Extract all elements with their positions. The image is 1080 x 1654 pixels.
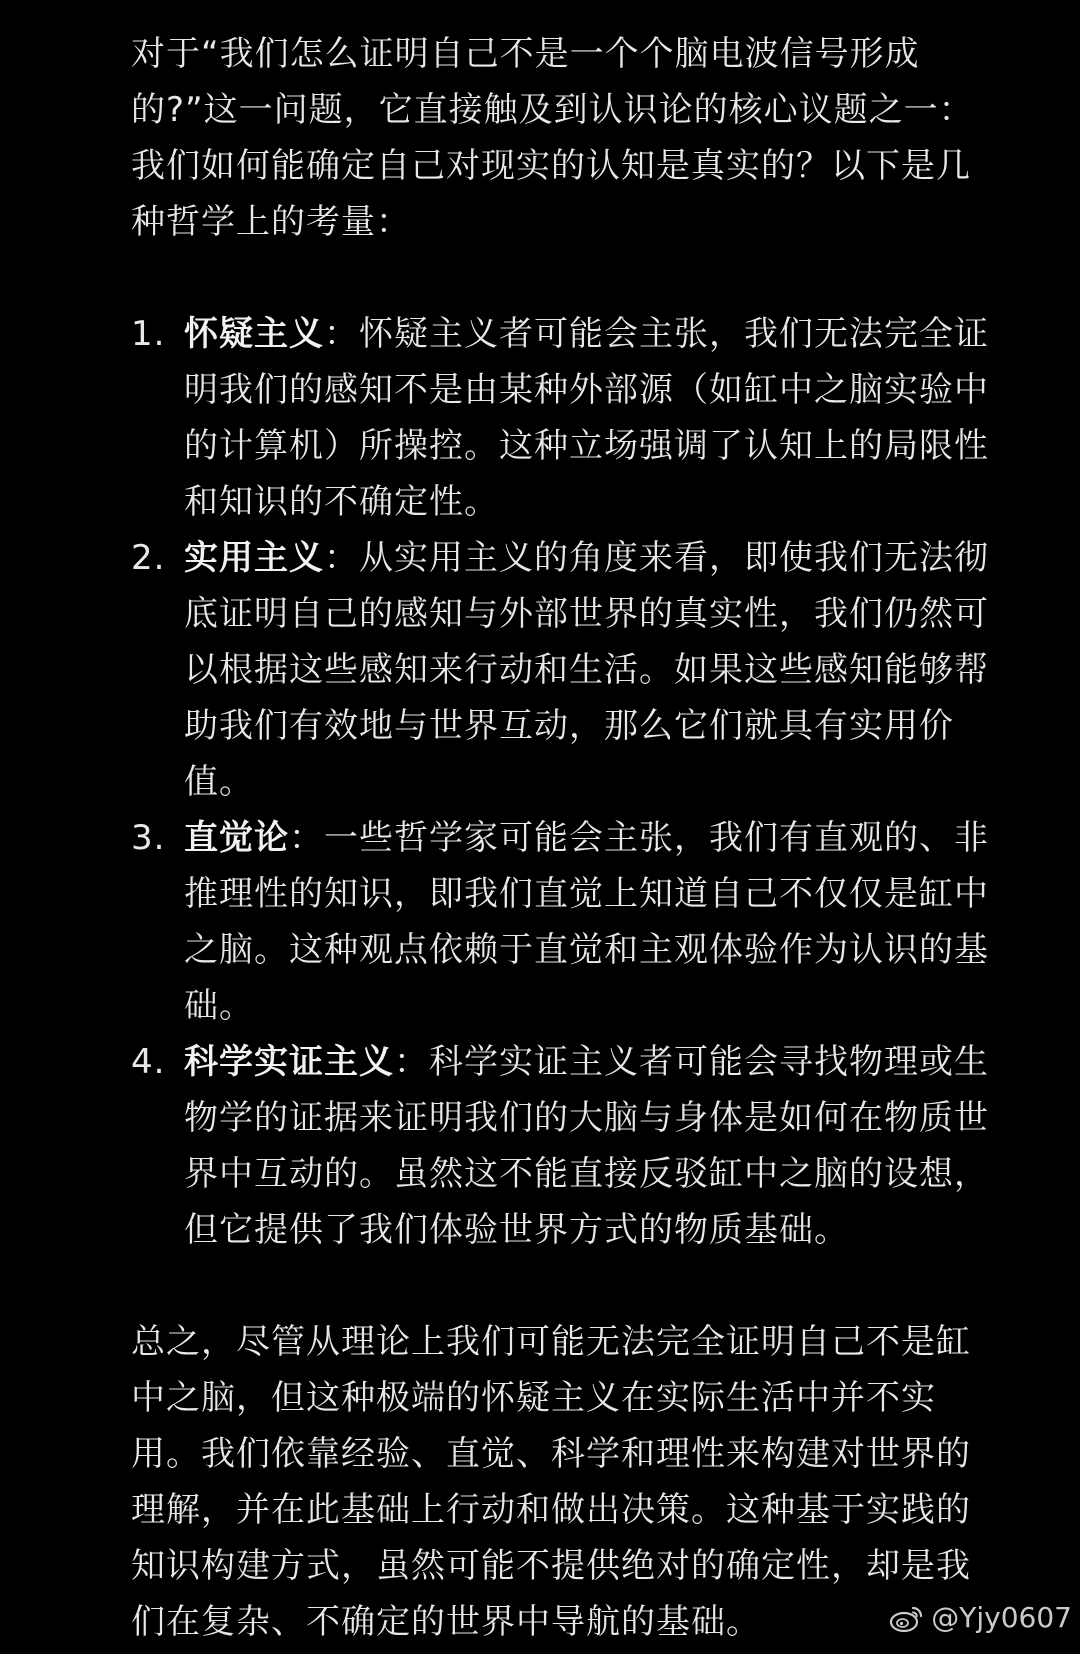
list-item — [131, 306, 1011, 530]
conclusion-paragraph: 总之，尽管从理论上我们可能无法完全证明自己不是缸中之脑，但这种极端的怀疑主义在实际生活中并不实用。我们依靠经验、直觉、科学和理性来构建对世界的理解，并在此基础上行动和做出决策。这种基于实践的知识构建方式，虽然可能不提供绝对的确定性，却是我们在复杂、不确定的世界中导航的基础。 — [131, 1322, 971, 1642]
list-item-number: 2. — [131, 538, 166, 578]
intro-paragraph: 对于“我们怎么证明自己不是一个个脑电波信号形成的?”这一问题，它直接触及到认识论的核心议题之一：我们如何能确定自己对现实的认知是真实的？以下是几种哲学上的考量： — [131, 34, 974, 242]
list-item-number: 1. — [131, 314, 166, 354]
list-item-separator: ： — [324, 538, 359, 578]
list-item — [131, 810, 1011, 1034]
list-item — [131, 1034, 1011, 1258]
list-item-separator: ： — [324, 314, 359, 354]
watermark-handle: @Yjy0607 — [931, 1601, 1072, 1634]
list-item-term: 怀疑主义 — [184, 314, 324, 354]
list-item-text: 一些哲学家可能会主张，我们有直观的、非推理性的知识，即我们直觉上知道自己不仅仅是缸中之脑。这种观点依赖于直觉和主观体验作为认识的基础。 — [184, 818, 989, 1026]
weibo-icon — [889, 1603, 925, 1633]
list-item-separator: ： — [394, 1042, 429, 1082]
list-item-term: 科学实证主义 — [184, 1042, 394, 1082]
list-item-term: 直觉论 — [184, 818, 289, 858]
list-item-number: 4. — [131, 1042, 166, 1082]
list-item-separator: ： — [289, 818, 324, 858]
list-item-term: 实用主义 — [184, 538, 324, 578]
list-item-text: 从实用主义的角度来看，即使我们无法彻底证明自己的感知与外部世界的真实性，我们仍然可以根据这些感知来行动和生活。如果这些感知能够帮助我们有效地与世界互动，那么它们就具有实用价值。 — [184, 538, 989, 802]
list-item — [131, 530, 1011, 810]
considerations-list — [131, 306, 1011, 1258]
watermark — [889, 1601, 1072, 1634]
list-item-text: 科学实证主义者可能会寻找物理或生物学的证据来证明我们的大脑与身体是如何在物质世界中互动的。虽然这不能直接反驳缸中之脑的设想，但它提供了我们体验世界方式的物质基础。 — [184, 1042, 989, 1250]
list-item-text: 怀疑主义者可能会主张，我们无法完全证明我们的感知不是由某种外部源（如缸中之脑实验中的计算机）所操控。这种立场强调了认知上的局限性和知识的不确定性。 — [184, 314, 989, 522]
article-body — [131, 26, 1011, 1650]
list-item-number: 3. — [131, 818, 166, 858]
